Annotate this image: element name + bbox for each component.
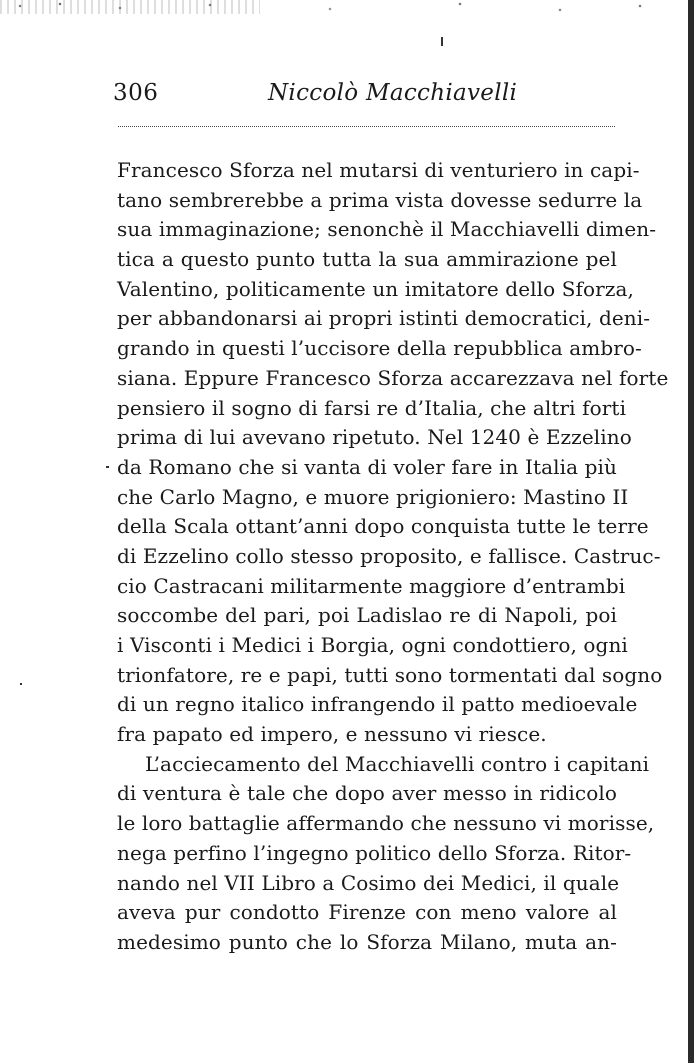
text-line: siana. Eppure Francesco Sforza accarezzava nel forte	[117, 365, 669, 390]
text-line: sua immaginazione; senonchè il Macchiavelli dimen-	[117, 217, 657, 242]
text-line: di ventura è tale che dopo aver messo in ridicolo	[117, 781, 617, 806]
text-line: i Visconti i Medici i Borgia, ogni condottiero, ogni	[117, 633, 628, 657]
text-line: tica a questo punto tutta la sua ammirazione pel	[117, 247, 617, 272]
stray-mark	[441, 37, 443, 46]
text-line: pensiero il sogno di farsi re d’Italia, che altri forti	[117, 395, 627, 420]
text-line: Valentino, politicamente un imitatore dello Sforza,	[117, 276, 634, 301]
text-line: grando in questi l’uccisore della repubblica ambro-	[117, 336, 642, 361]
text-line: prima di lui avevano ripetuto. Nel 1240 è Ezzelino	[117, 425, 632, 450]
text-line: medesimo punto che lo Sforza Milano, muta an-	[117, 929, 617, 954]
page-number: 306	[113, 80, 159, 106]
text-line: le loro battaglie affermando che nessuno vi morisse,	[117, 811, 655, 836]
stray-mark	[20, 683, 22, 685]
text-line: di Ezzelino collo stesso proposito, e fallisce. Castruc-	[117, 543, 661, 568]
text-line: nega perfino l’ingegno politico dello Sforza. Ritor-	[117, 840, 632, 865]
text-line: per abbandonarsi ai propri istinti democratici, deni-	[117, 306, 651, 331]
text-line: trionfatore, re e papi, tutti sono tormentati dal sogno	[117, 662, 663, 687]
text-line: nando nel VII Libro a Cosimo dei Medici, il quale	[117, 870, 620, 895]
text-line: fra papato ed impero, e nessuno vi riesce.	[117, 722, 547, 747]
body-text	[117, 156, 669, 958]
text-line: da Romano che si vanta di voler fare in Italia più	[117, 454, 617, 479]
text-line: di un regno italico infrangendo il patto medioevale	[117, 692, 638, 717]
scan-page-edge	[688, 0, 694, 1063]
stray-mark	[106, 466, 109, 468]
text-line: cio Castracani militarmente maggiore d’entrambi	[117, 573, 626, 598]
text-line: aveva pur condotto Firenze con meno valore al	[117, 900, 617, 925]
text-line: L’acciecamento del Macchiavelli contro i capitani	[145, 751, 650, 776]
scan-noise-top	[0, 0, 694, 26]
header-rule	[118, 126, 615, 127]
text-line: soccombe del pari, poi Ladislao re di Napoli, poi	[117, 603, 617, 628]
text-line: che Carlo Magno, e muore prigioniero: Mastino II	[117, 484, 629, 509]
text-line: della Scala ottant’anni dopo conquista tutte le terre	[117, 514, 649, 539]
text-line: tano sembrerebbe a prima vista dovesse sedurre la	[117, 187, 643, 212]
running-head: Niccolò Macchiavelli	[268, 80, 518, 106]
text-line: Francesco Sforza nel mutarsi di venturiero in capi-	[117, 158, 640, 182]
